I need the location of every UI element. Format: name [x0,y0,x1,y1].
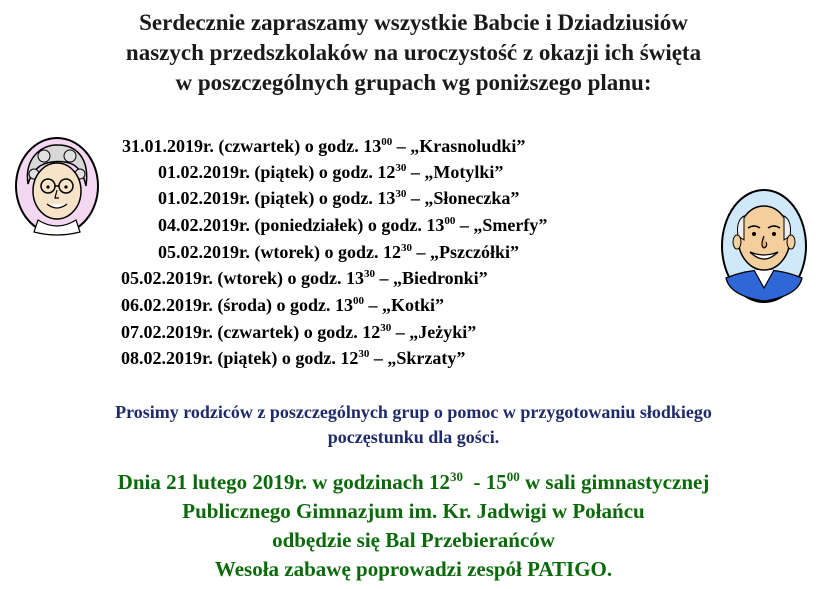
costume-ball-announcement [0,468,827,584]
ball-line-4: Wesoła zabawę poprowadzi zespół PATIGO. [214,557,613,581]
schedule-row: 04.02.2019r. (poniedziałek) o godz. $13^{00}$ – „Smerfy” [158,215,548,235]
schedule-row: 01.02.2019r. (piątek) o godz. $13^{30}$ – „Słoneczka” [158,188,520,208]
ball-line-1: Dnia 21 lutego 2019r. w godzinach $12^{30} - 15^{00}$ w sali gimnastycznej [117,469,710,494]
ball-line-3: odbędzie się Bal Przebierańców [272,528,555,552]
grandmother-cartoon-icon [14,136,100,236]
schedule-row: 31.01.2019r. (czwartek) o godz. $13^{00}$ – „Krasnoludki” [122,136,526,156]
header-line-2: naszych przedszkolaków na uroczystość z okazji ich święta [125,40,702,65]
schedule-row: 05.02.2019r. (wtorek) o godz. $13^{30}$ – „Biedronki” [121,268,488,288]
schedule-row: 01.02.2019r. (piątek) o godz. $12^{30}$ – „Motylki” [158,162,504,182]
ball-line-2: Publicznego Gimnazjum im. Kr. Jadwigi w Połańcu [182,499,645,523]
schedule-row: 06.02.2019r. (środa) o godz. $13^{00}$ – „Kotki” [121,295,445,315]
header-line-1: Serdecznie zapraszamy wszystkie Babcie i Dziadziusiów [139,10,688,35]
schedule-row: 07.02.2019r. (czwartek) o godz. $12^{30}$ – „Jeżyki” [121,322,477,342]
grandfather-cartoon-icon [720,188,808,304]
header-line-3: w poszczególnych grupach wg poniższego planu: [175,70,652,95]
invitation-header [0,8,827,98]
schedule-row: 08.02.2019r. (piątek) o godz. $12^{30}$ – „Skrzaty” [121,348,466,368]
schedule-row: 05.02.2019r. (wtorek) o godz. $12^{30}$ – „Pszczółki” [158,242,519,262]
parents-request-notice [0,400,827,450]
notice-line-2: poczęstunku dla gości. [327,427,500,447]
notice-line-1: Prosimy rodziców z poszczególnych grup o pomoc w przygotowaniu słodkiego [115,402,712,422]
